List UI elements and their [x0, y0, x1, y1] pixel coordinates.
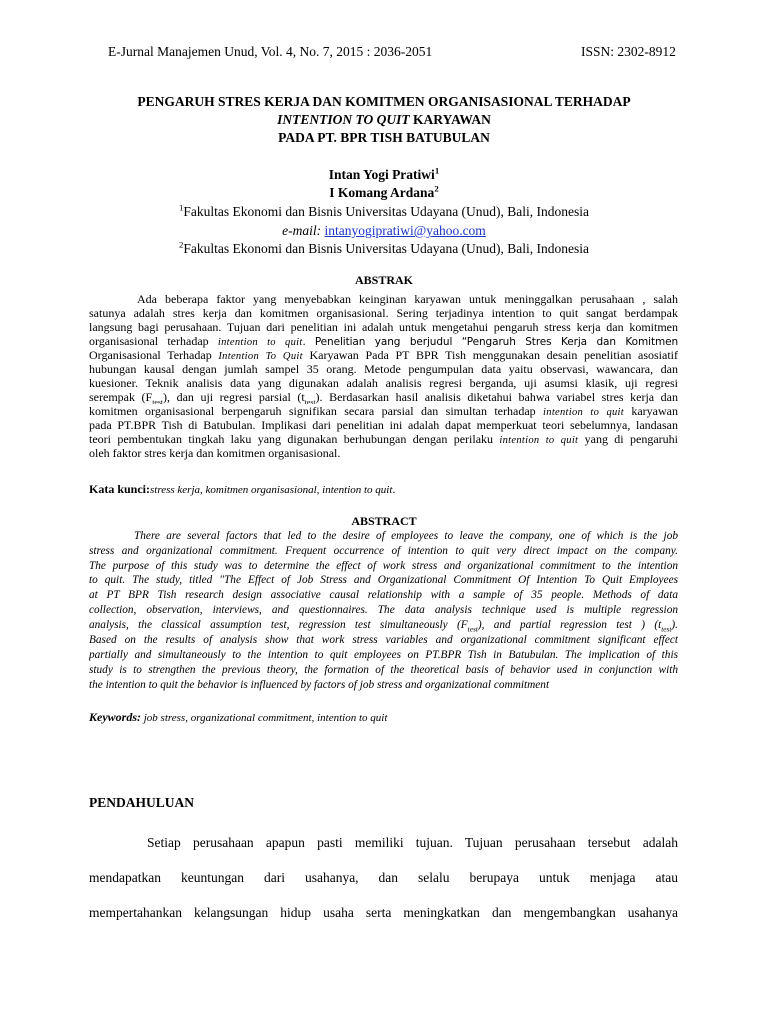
subscript: test [152, 397, 164, 405]
text-run: Karyawan Pada PT BPR Tish menggunakan desain penelitian asosiatif [302, 348, 678, 362]
email-link[interactable]: intanyogipratiwi@yahoo.com [324, 223, 486, 238]
text-run: teori pembentukan tingkah laku yang digunakan berhubungan dengan perilaku [89, 432, 500, 446]
section-heading: PENDAHULUAN [89, 795, 195, 810]
author-1 [0, 167, 768, 183]
journal-citation: E-Jurnal Manajemen Unud, Vol. 4, No. 7, 2015 : 2036-2051 [108, 44, 433, 59]
abstrak-line: pada PT.BPR Tish di Batubulan. Implikasi dari penelitian ini adalah dapat memperkuat teori sebelumnya, landasan [89, 418, 678, 432]
affiliation-text: Fakultas Ekonomi dan Bisnis Universitas Udayana (Unud), Bali, Indonesia [183, 241, 590, 256]
author-sup: 1 [434, 165, 440, 176]
abstract-line: to quit. The study, titled "The Effect of Job Stress and Organizational Commitment Of Intention To Quit Employees [89, 574, 678, 586]
abstract-line: the intention to quit the behavior is influenced by factors of job stress and organizational commitment [89, 679, 550, 691]
abstrak-line: kuesioner. Teknik analisis data yang digunakan adalah analisis regresi berganda, uji asumsi klasik, uji regresi [89, 376, 678, 390]
author-2 [0, 185, 768, 201]
title-line-2 [0, 112, 768, 128]
text-run: Penelitian yang berjudul “Pengaruh Stres Kerja dan Komitmen [314, 336, 678, 348]
text-run: organisasional terhadap [89, 334, 218, 348]
kata-kunci-text: stress kerja, komitmen organisasional, intention to quit [150, 484, 393, 496]
abstract-line: The purpose of this study was to determine the effect of work stress and organizational commitment to the intention [89, 560, 678, 572]
keywords-label: Keywords: [89, 710, 141, 724]
text-run: ). [671, 619, 678, 631]
text-run: serempak (F [89, 390, 153, 404]
author-name: Intan Yogi Pratiwi [328, 167, 435, 182]
abstract-line: There are several factors that led to the desire of employees to leave the company, one of which is the job [134, 530, 678, 542]
body-line: mempertahankan kelangsungan hidup usaha serta meningkatkan dan mengembangkan usahanya [89, 905, 678, 920]
italic-term: Intention To Quit [218, 351, 303, 362]
text-run: Organisasional Terhadap [89, 348, 219, 362]
abstract-line [89, 619, 678, 633]
abstrak-line: oleh faktor stres kerja dan komitmen organisasional. [89, 446, 341, 460]
kata-kunci [89, 482, 395, 497]
title-line-3: PADA PT. BPR TISH BATUBULAN [278, 130, 490, 145]
text-run: . [302, 334, 315, 348]
abstrak-line [89, 334, 678, 348]
text-run: analysis, the classical assumption test, regression test simultaneously (F [89, 619, 468, 631]
abstrak-line: langsung bagi perusahaan. Tujuan dari penelitian ini adalah untuk mengetahui pengaruh stress kerja dan komitmen [89, 320, 678, 334]
email-label: e-mail: [282, 223, 322, 238]
keywords-text: job stress, organizational commitment, intention to quit [141, 712, 388, 724]
abstract-line: Based on the results of analysis show that work stress variables and organizational commitment significant effect [89, 634, 678, 646]
affiliation-sup: 1 [178, 202, 184, 213]
kata-kunci-label: Kata kunci: [89, 482, 151, 496]
author-sup: 2 [434, 183, 439, 194]
text-run: yang di pengaruhi [578, 432, 678, 446]
subscript: test [467, 624, 478, 633]
issn: ISSN: 2302-8912 [581, 44, 676, 59]
affiliation-sup: 2 [178, 239, 184, 250]
abstrak-line: Ada beberapa faktor yang menyebabkan keinginan karyawan untuk meninggalkan perusahaan , salah [137, 292, 678, 306]
abstrak-line [89, 348, 678, 362]
affiliation-2 [0, 241, 768, 257]
abstract-line: study is to strengthen the previous theory, the formation of the theoretical basis of behavior used in conjunction with [89, 664, 678, 676]
abstract-line: partially and simultaneously to the intention to quit employees on PT.BPR Tish in Batubulan. The implication of this [89, 649, 678, 661]
italic-term: intention to quit [499, 435, 579, 446]
affiliation-text: Fakultas Ekonomi dan Bisnis Universitas Udayana (Unud), Bali, Indonesia [183, 204, 590, 219]
italic-term: intention to quit [543, 407, 624, 418]
text-run: ). Berdasarkan hasil analisis diketahui bahwa variabel stres kerja dan [315, 390, 678, 404]
keywords [89, 710, 387, 725]
abstrak-heading: ABSTRAK [354, 273, 413, 287]
abstract-heading: ABSTRACT [351, 514, 417, 528]
abstract-line: stress and organizational commitment. Frequent occurrence of intention to quit very direct impact on the company. [89, 545, 678, 557]
body-line: mendapatkan keuntungan dari usahanya, dan selalu berupaya untuk menjaga atau [89, 870, 678, 885]
text-run: karyawan [623, 404, 678, 418]
subscript: test [661, 624, 672, 633]
affiliation-1 [0, 204, 768, 220]
title-rest: KARYAWAN [409, 112, 491, 127]
abstrak-line: hubungan kausal dengan jumlah sampel 35 orang. Metode pengumpulan data yaitu observasi, wawancara, dan [89, 362, 678, 376]
abstract-line: collection, observation, interviews, and questionnaires. The data analysis technique used is multiple regression [89, 604, 678, 616]
italic-term: intention to quit [217, 337, 303, 348]
text-run: ), dan uji regresi parsial (t [163, 390, 305, 404]
abstrak-line [89, 432, 678, 446]
abstrak-line [89, 390, 678, 404]
abstrak-line: satunya adalah stres kerja dan komitmen organisasional. Sering terjadinya intention to quit sangat berdampak [89, 306, 678, 320]
body-line: Setiap perusahaan apapun pasti memiliki tujuan. Tujuan perusahaan tersebut adalah [147, 835, 678, 850]
text-run: ), and partial regression test ) (t [477, 619, 662, 631]
title-line-1: PENGARUH STRES KERJA DAN KOMITMEN ORGANISASIONAL TERHADAP [137, 94, 631, 109]
kata-kunci-end: . [392, 482, 396, 496]
abstract-line: at PT BPR Tish research design associative causal relationship with a sample of 35 people. Methods of data [89, 589, 678, 601]
subscript: test [304, 397, 316, 405]
email-line [0, 223, 768, 239]
title-italic: INTENTION TO QUIT [277, 112, 410, 127]
author-name: I Komang Ardana [329, 185, 435, 200]
text-run: komitmen organisasional berpengaruh signifikan secara parsial dan simultan terhadap [89, 404, 544, 418]
abstrak-line [89, 404, 678, 418]
